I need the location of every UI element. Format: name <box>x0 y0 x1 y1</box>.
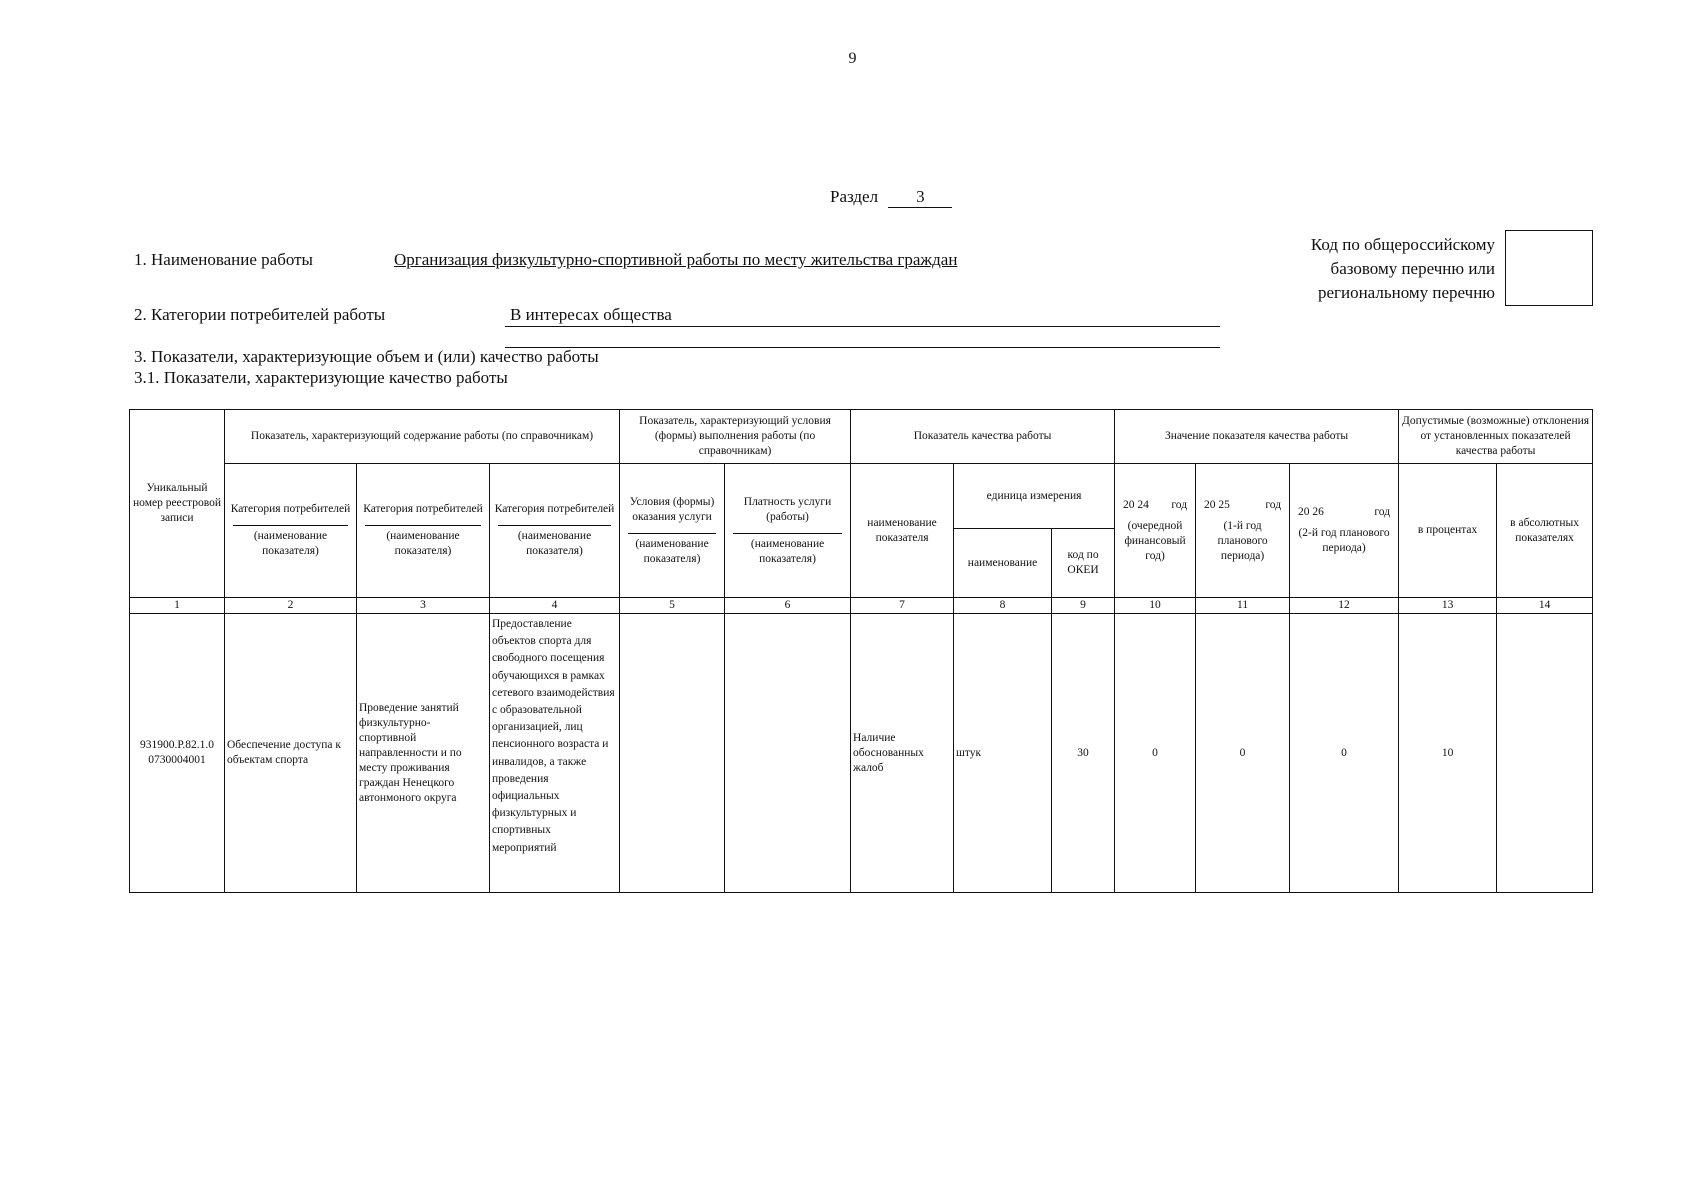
header-col-4-sub: (наименование показателя) <box>498 525 611 559</box>
code-label-line-3: региональному перечню <box>1317 283 1495 302</box>
col-number: 8 <box>954 598 1052 614</box>
header-content-indicator: Показатель, характеризующий содержание работы (по справочникам) <box>225 410 620 464</box>
header-unique-number: Уникальный номер реестровой записи <box>130 410 225 598</box>
quality-indicators-table <box>129 409 1593 893</box>
consumers-underline-2 <box>505 347 1220 348</box>
header-col-9: код по ОКЕИ <box>1052 529 1115 598</box>
code-box <box>1505 230 1593 306</box>
col-number: 14 <box>1497 598 1593 614</box>
header-unit: единица измерения <box>954 464 1115 529</box>
cell-col-6 <box>725 614 851 893</box>
cell-col-4: Предоставление объектов спорта для свободного посещения обучающихся в рамках сетевого взаимодействия с образовательной организацией, лиц пенсионного возраста и инвалидов, а также проведения официальных физкультурных и спортивных мероприятий <box>490 614 620 893</box>
col-number: 6 <box>725 598 851 614</box>
header-conditions-indicator: Показатель, характеризующий условия (формы) выполнения работы (по справочникам) <box>620 410 851 464</box>
code-label-line-2: базовому перечню или <box>1330 259 1495 278</box>
header-col-3-sub: (наименование показателя) <box>365 525 481 559</box>
col-number: 13 <box>1399 598 1497 614</box>
header-col-4 <box>490 464 620 598</box>
year-10: 20 24 <box>1123 498 1149 511</box>
header-col-4-title: Категория потребителей <box>494 503 615 515</box>
header-col-6 <box>725 464 851 598</box>
work-name-label: 1. Наименование работы <box>134 250 313 269</box>
cell-col-7: Наличие обоснованных жалоб <box>851 614 954 893</box>
cell-col-9: 30 <box>1052 614 1115 893</box>
column-numbers-row <box>130 598 1593 614</box>
col-number: 7 <box>851 598 954 614</box>
section-label: Раздел <box>830 187 879 206</box>
cell-col-2: Обеспечение доступа к объектам спорта <box>225 614 357 893</box>
year-11-word: год <box>1265 498 1282 511</box>
year-11-note: (1-й год планового периода) <box>1217 519 1268 562</box>
consumers-label: 2. Категории потребителей работы <box>134 305 386 324</box>
year-10-word: год <box>1171 498 1188 511</box>
year-12: 20 26 <box>1298 506 1324 518</box>
indicators-title: 3. Показатели, характеризующие объем и (или) качество работы <box>134 347 599 366</box>
col-number: 11 <box>1196 598 1290 614</box>
section-heading <box>830 187 952 208</box>
header-col-6-sub: (наименование показателя) <box>733 533 842 567</box>
cell-col-8: штук <box>954 614 1052 893</box>
col-number: 5 <box>620 598 725 614</box>
header-col-3 <box>357 464 490 598</box>
table-row <box>130 614 1593 893</box>
col-number: 12 <box>1290 598 1399 614</box>
code-label <box>1235 233 1495 305</box>
cell-col-12: 0 <box>1290 614 1399 893</box>
section-number: 3 <box>888 187 952 208</box>
year-10-note: (очередной финансовый год) <box>1124 519 1186 562</box>
header-col-7: наименование показателя <box>851 464 954 598</box>
page-number: 9 <box>848 50 857 67</box>
consumers-value: В интересах общества <box>510 305 672 324</box>
header-col-5 <box>620 464 725 598</box>
header-quality-value: Значение показателя качества работы <box>1115 410 1399 464</box>
header-col-13: в процентах <box>1399 464 1497 598</box>
registry-number-part-1: 931900.Р.82.1.0 <box>140 739 214 751</box>
header-col-12 <box>1290 464 1399 598</box>
year-12-word: год <box>1374 506 1391 518</box>
header-col-2-sub: (наименование показателя) <box>233 525 348 559</box>
col-number: 1 <box>130 598 225 614</box>
header-col-2 <box>225 464 357 598</box>
header-col-11 <box>1196 464 1290 598</box>
header-allowed-deviation: Допустимые (возможные) отклонения от установленных показателей качества работы <box>1399 410 1593 464</box>
col-number: 3 <box>357 598 490 614</box>
header-col-5-sub: (наименование показателя) <box>628 533 716 567</box>
cell-col-5 <box>620 614 725 893</box>
year-11: 20 25 <box>1204 498 1230 511</box>
header-col-3-title: Категория потребителей <box>363 503 483 515</box>
col-number: 10 <box>1115 598 1196 614</box>
code-label-line-1: Код по общероссийскому <box>1310 235 1495 254</box>
col-number: 4 <box>490 598 620 614</box>
cell-col-3: Проведение занятий физкультурно-спортивной направленности и по месту проживания граждан Ненецкого автонмоного округа <box>357 614 490 893</box>
consumers-underline <box>505 326 1220 327</box>
cell-registry-number <box>130 614 225 893</box>
header-quality-indicator: Показатель качества работы <box>851 410 1115 464</box>
header-col-2-title: Категория потребителей <box>230 503 351 515</box>
year-12-note: (2-й год планового периода) <box>1298 527 1390 554</box>
cell-col-13: 10 <box>1399 614 1497 893</box>
quality-title: 3.1. Показатели, характеризующие качество работы <box>134 368 508 387</box>
header-col-8: наименование <box>954 529 1052 598</box>
header-col-6-title: Платность услуги (работы) <box>743 495 832 523</box>
header-col-10 <box>1115 464 1196 598</box>
cell-col-14 <box>1497 614 1593 893</box>
header-col-5-title: Условия (формы) оказания услуги <box>629 495 715 523</box>
col-number: 9 <box>1052 598 1115 614</box>
cell-col-10: 0 <box>1115 614 1196 893</box>
cell-col-11: 0 <box>1196 614 1290 893</box>
registry-number-part-2: 0730004001 <box>148 754 206 766</box>
work-name-value: Организация физкультурно-спортивной работы по месту жительства граждан <box>394 250 958 269</box>
header-col-14: в абсолютных показателях <box>1497 464 1593 598</box>
col-number: 2 <box>225 598 357 614</box>
